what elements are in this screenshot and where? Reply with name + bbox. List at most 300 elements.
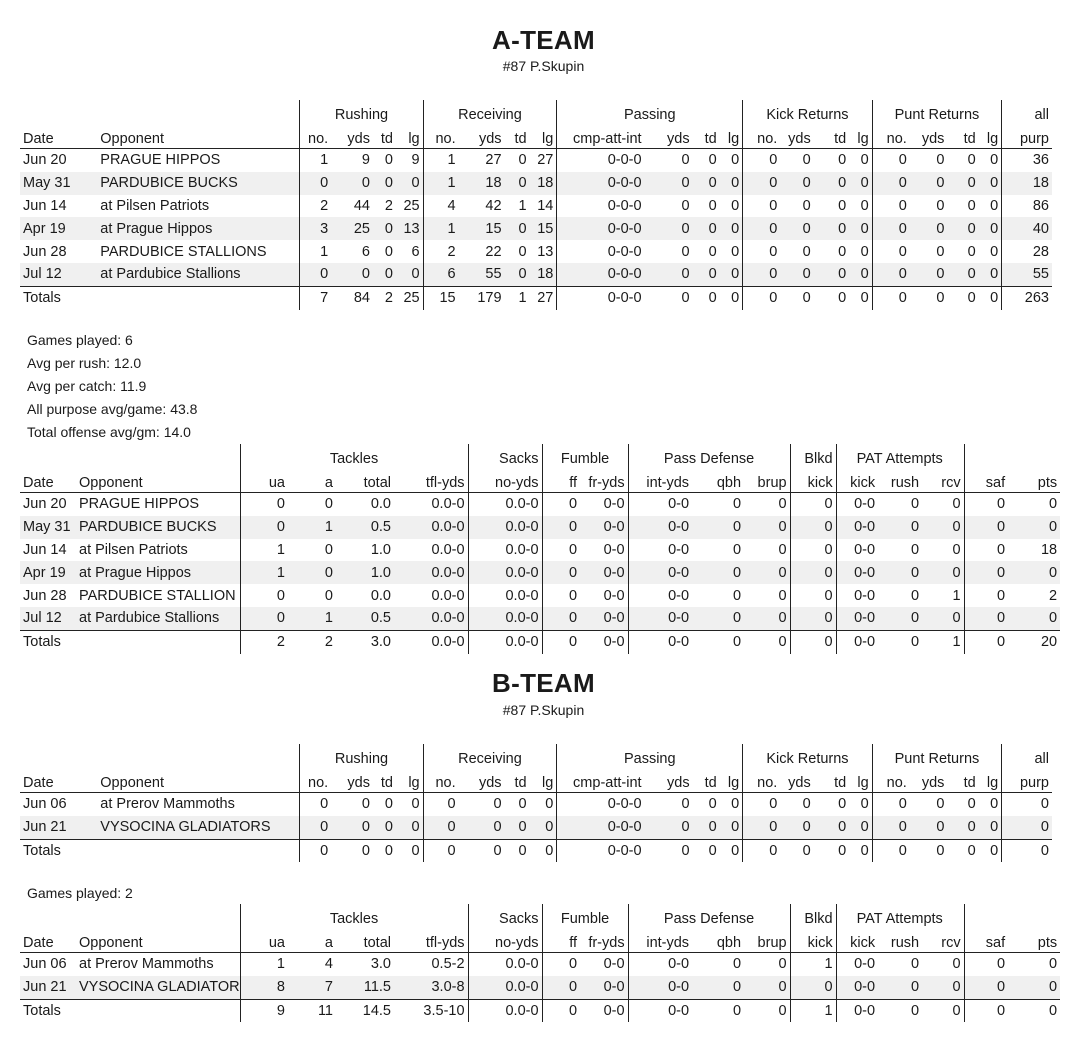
table-cell: Jun 21 [20,976,76,999]
table-cell: 0 [708,197,717,214]
column-header: no. [423,768,459,793]
totals-row [20,839,1052,862]
totals-cell: 2 [288,630,336,653]
table-cell: 0 [731,243,740,260]
table-row [20,584,1060,607]
table-cell: VYSOCINA GLADIATORS [97,816,300,839]
table-cell: 0 [681,197,690,214]
table-cell: 0 [518,796,527,813]
table-cell: 14 [537,197,554,214]
totals-cell: 0 [743,839,781,862]
table-cell: 0 [964,516,1008,539]
table-cell: 0.0-0 [468,953,542,976]
table-row [20,793,1052,816]
table-cell: 0-0-0 [557,263,645,286]
totals-cell: 0 [373,839,396,862]
table-cell: 0 [542,584,580,607]
table-cell: 0 [878,561,922,584]
table-cell: 0 [849,217,872,240]
totals-cell: Totals [20,630,76,653]
table-cell: 0 [720,217,743,240]
table-cell: 1 [423,172,459,195]
totals-cell: 0-0 [580,630,628,653]
totals-cell: 0 [645,286,693,309]
table-cell: 4 [324,956,333,973]
table-cell: 0 [780,263,813,286]
group-header: Punt Returns [872,100,1002,124]
table-cell: 0 [964,539,1008,562]
totals-cell [76,999,240,1022]
table-cell: 0.0-0 [468,976,542,999]
column-header: rush [878,468,922,493]
table-cell: 40 [1002,217,1052,240]
totals-cell: 84 [331,286,373,309]
table-cell: 0 [505,263,530,286]
table-cell: 0-0 [836,976,878,999]
table-cell: 2 [1049,587,1058,604]
totals-row [20,630,1060,653]
table-cell: 0 [922,976,964,999]
table-cell: 1 [300,149,331,172]
totals-row [20,999,1060,1022]
table-cell: 0 [952,956,961,973]
table-cell: 0 [743,195,781,218]
table-cell: 0 [979,263,1002,286]
table-cell: 0 [542,607,580,630]
totals-cell: 0 [542,630,580,653]
totals-cell: 0 [692,630,744,653]
table-cell: 0 [743,240,781,263]
totals-cell: 0-0 [836,630,878,653]
table-cell: 0 [731,197,740,214]
totals-cell: 0-0 [628,630,692,653]
table-cell: 0 [790,607,836,630]
table-cell: 44 [353,197,370,214]
column-header: no. [423,124,459,149]
table-row [20,172,1052,195]
table-row [20,953,1060,976]
group-header: Blkd [790,904,836,928]
table-cell: 86 [1002,195,1052,218]
table-cell: 0 [778,496,787,513]
column-header: purp [1002,768,1052,793]
column-header-row [20,468,1060,493]
totals-cell: 0 [693,286,720,309]
table-cell: 11.5 [336,976,394,999]
table-cell: 0 [396,816,423,839]
table-cell: 0 [692,561,744,584]
column-header: pts [1008,468,1060,493]
totals-cell: 0.0-0 [468,999,542,1022]
totals-cell: 0 [947,286,978,309]
totals-cell: 27 [530,286,557,309]
column-header: saf [964,468,1008,493]
table-cell: 0 [947,263,978,286]
table-cell: 0 [872,217,910,240]
table-cell: 0 [708,796,717,813]
table-cell: 0 [1008,516,1060,539]
table-cell: 0 [331,172,373,195]
table-row [20,263,1052,286]
group-header-row [20,744,1052,768]
column-header-row [20,124,1052,149]
column-header: a [288,928,336,953]
table-cell: 1 [240,561,288,584]
table-cell: 2 [423,240,459,263]
table-cell: 22 [485,243,502,260]
table-cell: at Pardubice Stallions [76,607,240,630]
totals-cell: 0 [922,999,964,1022]
table-cell: 0 [849,172,872,195]
table-cell: at Pilsen Patriots [100,197,210,214]
table-cell: 4 [423,195,459,218]
totals-cell: 0 [780,839,813,862]
table-cell: 9 [361,152,370,169]
group-header-row [20,904,1060,928]
note-line: Games played: 6 [27,332,133,348]
table-cell: 0.0 [370,496,391,513]
group-header: Receiving [423,100,557,124]
column-header: td [505,124,530,149]
table-cell: 0 [910,263,948,286]
b-team-player: #87 P.Skupin [502,702,585,718]
table-row [20,217,1052,240]
table-cell: 0 [1008,976,1060,999]
column-header: ua [240,468,288,493]
totals-cell: 0 [744,630,790,653]
group-header: Sacks [468,904,542,928]
table-cell: 1 [423,217,459,240]
table-cell: 0 [860,152,869,169]
table-cell: 0 [743,149,781,172]
table-cell: 0 [790,584,836,607]
totals-cell: 0 [947,839,978,862]
table-cell: 1 [518,197,527,214]
column-header: yds [645,124,693,149]
column-header: yds [910,124,948,149]
totals-cell: 1 [790,999,836,1022]
totals-cell: 3.5-10 [394,999,468,1022]
table-cell: 0 [878,976,922,999]
table-cell: 0 [964,493,1008,516]
totals-cell: 179 [459,286,505,309]
table-cell: 1 [300,240,331,263]
table-cell: 0-0-0 [557,240,645,263]
b-team-title: B-TEAM [492,668,595,698]
table-cell: 18 [530,263,557,286]
totals-cell: 9 [240,999,288,1022]
table-row [20,607,1060,630]
table-cell: Jun 28 [23,587,67,604]
table-cell: 0 [872,172,910,195]
column-header: yds [780,124,813,149]
totals-cell: 0 [872,839,910,862]
table-cell: 0 [361,796,370,813]
table-cell: 0 [922,516,964,539]
table-cell: 0 [542,539,580,562]
column-header: Opponent [97,768,300,793]
table-cell: 0 [731,152,740,169]
table-cell: 0 [860,796,869,813]
column-header: yds [331,124,373,149]
table-cell: Jun 28 [23,243,67,260]
column-header: Opponent [76,928,240,953]
table-cell: 0 [872,793,910,816]
totals-cell: 14.5 [336,999,394,1022]
table-cell: 0 [373,172,396,195]
note-line: Games played: 2 [27,885,133,901]
totals-cell: 0 [300,839,331,862]
table-cell: 1 [240,539,288,562]
column-header: td [814,124,850,149]
table-cell: 0-0-0 [557,195,645,218]
totals-cell: 0 [423,839,459,862]
column-header: purp [1002,124,1052,149]
table-cell: 0 [910,172,948,195]
column-header: int-yds [628,928,692,953]
group-header-row [20,100,1052,124]
table-cell: Jun 06 [23,956,67,973]
table-cell: 0 [878,516,922,539]
group-header: Tackles [240,904,468,928]
table-cell: 3.0 [370,956,391,973]
column-header: yds [459,768,505,793]
group-header: all [1002,100,1052,124]
totals-cell: 0 [849,286,872,309]
table-cell: 0 [911,956,920,973]
table-row [20,539,1060,562]
table-cell: 0.0-0 [468,584,542,607]
table-cell: 0 [693,263,720,286]
totals-cell: 0-0-0 [557,839,645,862]
table-cell: 0 [324,587,333,604]
table-cell: 0 [744,607,790,630]
table-cell: 0 [911,587,920,604]
table-cell: 1 [423,149,459,172]
table-cell: 13 [537,243,554,260]
totals-cell: 0-0 [628,999,692,1022]
totals-cell: 0 [964,999,1008,1022]
column-header: td [814,768,850,793]
table-cell: 0 [681,243,690,260]
table-cell: 0 [720,263,743,286]
table-cell: PARDUBICE STALLION [79,587,236,604]
table-cell: 0 [545,796,554,813]
table-cell: 0 [802,197,811,214]
totals-cell: 0 [814,839,850,862]
column-header: tfl-yds [394,468,468,493]
table-cell: 0-0 [628,953,692,976]
table-row [20,195,1052,218]
column-header: saf [964,928,1008,953]
table-cell: 8 [240,976,288,999]
note-line: Total offense avg/gm: 14.0 [27,424,191,440]
table-cell: 0 [240,584,288,607]
table-cell: 0 [838,197,847,214]
table-cell: 0 [936,152,945,169]
table-cell: 0 [493,796,502,813]
column-header-row [20,928,1060,953]
table-cell: Jun 06 [23,796,67,813]
table-cell: 0 [910,217,948,240]
table-cell: 0 [780,217,813,240]
column-header: lg [979,124,1002,149]
group-header: Fumble [542,904,628,928]
table-cell: 2 [300,195,331,218]
table-cell: 0 [979,172,1002,195]
table-cell: 0 [542,953,580,976]
column-header: pts [1008,928,1060,953]
table-cell: 0 [967,796,976,813]
group-header: Passing [557,100,743,124]
table-cell: Jun 14 [23,541,67,558]
table-cell: 0 [692,607,744,630]
table-cell: 0 [947,816,978,839]
totals-cell: 0 [396,839,423,862]
table-cell: 0 [743,793,781,816]
group-header: Fumble [542,444,628,468]
table-cell: 15 [530,217,557,240]
table-cell: 0 [240,493,288,516]
group-header: Sacks [468,444,542,468]
column-header: kick [836,468,878,493]
column-header: lg [849,124,872,149]
table-cell: 0-0 [628,561,692,584]
table-cell: 1.0 [336,561,394,584]
table-cell: 25 [403,197,420,214]
table-cell: 0-0 [836,584,878,607]
table-cell: 0 [396,172,423,195]
column-header: Date [20,928,76,953]
table-cell: 18 [1040,541,1058,558]
table-cell: 0 [849,263,872,286]
table-cell: 0 [860,197,869,214]
column-header: kick [790,468,836,493]
column-header: td [947,768,978,793]
table-row [20,816,1052,839]
table-cell: 0 [744,561,790,584]
table-cell: 0 [838,243,847,260]
table-cell: 0-0-0 [557,217,645,240]
table-cell: 0 [1002,816,1052,839]
column-header: rcv [922,928,964,953]
totals-cell: 0 [459,839,505,862]
table-cell: 7 [288,976,336,999]
table-cell: 0 [922,561,964,584]
table-cell: at Pardubice Stallions [97,263,300,286]
table-cell: 27 [485,152,502,169]
column-header: lg [396,124,423,149]
table-cell: 0 [732,956,742,973]
table-cell: 0 [693,816,720,839]
totals-cell [97,286,300,309]
totals-cell: 0 [1002,839,1052,862]
column-header: Opponent [97,124,300,149]
table-row [20,561,1060,584]
table-cell: 0 [542,493,580,516]
group-header: Kick Returns [743,100,872,124]
table-cell: at Pilsen Patriots [79,541,188,558]
table-cell: 0 [780,172,813,195]
table-cell: 0 [979,217,1002,240]
totals-cell: 0 [979,839,1002,862]
totals-cell: 0 [331,839,373,862]
column-header: lg [720,124,743,149]
totals-cell: 0 [720,839,743,862]
table-cell: 0 [518,152,527,169]
table-cell: 0 [1008,607,1060,630]
table-cell: 0 [681,796,690,813]
column-header: lg [979,768,1002,793]
totals-cell: 0-0 [836,999,878,1022]
column-header: total [336,468,394,493]
table-cell: 0 [778,956,787,973]
table-cell: 0.5 [336,607,394,630]
table-cell: 0 [814,263,850,286]
totals-cell: 1 [922,630,964,653]
totals-cell: Totals [20,839,97,862]
table-cell: 0 [952,496,961,513]
totals-cell: 20 [1008,630,1060,653]
totals-cell: 0-0-0 [557,286,645,309]
column-header: total [336,928,394,953]
totals-cell: 0 [878,999,922,1022]
table-cell: 0 [708,243,717,260]
table-cell: 0 [878,607,922,630]
table-cell: at Prerov Mammoths [100,796,235,813]
table-cell: 0 [384,243,393,260]
table-cell: 0 [542,516,580,539]
table-cell: 0 [838,152,847,169]
totals-row [20,286,1052,309]
totals-cell: 0 [693,839,720,862]
table-cell: 0 [542,561,580,584]
table-cell: 0 [645,217,693,240]
table-cell: 15 [459,217,505,240]
column-header-row [20,768,1052,793]
table-cell: PARDUBICE BUCKS [76,516,240,539]
table-cell: 0 [240,516,288,539]
table-cell: 0 [743,263,781,286]
group-header: PAT Attempts [836,444,964,468]
table-cell: at Prague Hippos [97,217,300,240]
group-header: Tackles [240,444,468,468]
table-cell: PRAGUE HIPPOS [79,496,200,513]
table-cell: 0-0 [836,607,878,630]
table-cell: 0 [872,149,910,172]
table-cell: 1 [790,953,836,976]
table-cell: 0 [790,493,836,516]
table-cell: 0-0 [603,587,625,604]
table-cell: 0 [645,172,693,195]
table-cell: 0 [1008,561,1060,584]
note-line: Avg per rush: 12.0 [27,355,142,371]
column-header: yds [331,768,373,793]
table-cell: 0 [240,607,288,630]
b-team-notes [27,882,133,905]
table-cell: 0 [990,152,999,169]
table-cell: 0 [860,243,869,260]
column-header: kick [790,928,836,953]
table-cell: 0-0 [628,584,692,607]
table-cell: 28 [1002,240,1052,263]
totals-cell: 0 [872,286,910,309]
table-cell: 0-0 [628,493,692,516]
table-cell: 0 [964,953,1008,976]
table-cell: 0-0 [628,607,692,630]
table-cell: 0 [731,796,740,813]
table-cell: 1 [952,587,961,604]
